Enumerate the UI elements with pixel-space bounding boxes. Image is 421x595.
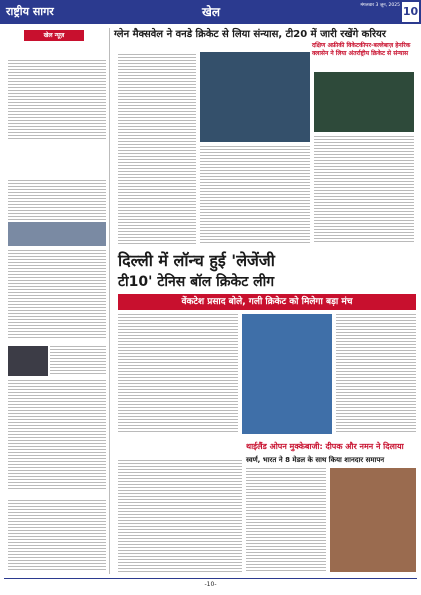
sidebar-text-1 [8, 60, 106, 140]
mid-text-2 [336, 314, 416, 434]
sidebar-image-2 [8, 346, 48, 376]
bottom-image [330, 468, 416, 572]
sidebar-text-5 [8, 380, 106, 490]
sidebar-label: खेल न्यूज़ [24, 30, 84, 41]
lead-text [118, 54, 196, 244]
sidebar-text-6 [8, 500, 106, 570]
right-headline: दक्षिण अफ्रीकी विकेटकीपर-बल्लेबाज़ हेनरिक क्लासेन ने लिया अंतर्राष्ट्रीय क्रिकेट से संन्यास [312, 42, 411, 57]
footer: -10- [4, 578, 417, 590]
bottom-headline: थाईलैंड ओपन मुक्केबाजी: दीपक और नमन ने दिलाया [246, 442, 404, 451]
lead-image [200, 52, 310, 142]
bottom-text [246, 468, 326, 572]
sidebar-text-4 [50, 346, 106, 376]
page-number: 10 [402, 2, 419, 22]
lead-text-2 [200, 146, 310, 244]
mid-text [118, 314, 238, 434]
sidebar-text-3 [8, 250, 106, 340]
mid-headline: दिल्ली में लॉन्च हुई 'लेजेंजी [118, 251, 275, 270]
bottom-headline-2: स्वर्ण, भारत ने 8 मेडल के साथ किया शानदार समापन [246, 456, 385, 464]
right-image [314, 72, 414, 132]
sidebar-image-1 [8, 222, 106, 246]
mid-image [242, 314, 332, 434]
section-title: खेल [202, 5, 220, 19]
kabaddi-head [118, 440, 242, 456]
sidebar-text-2 [8, 180, 106, 220]
mid-banner: वेंकटेश प्रसाद बोले, गली क्रिकेट को मिलेगा बड़ा मंच [118, 294, 416, 310]
kabaddi-text [118, 460, 242, 572]
right-text [314, 136, 414, 244]
brand-logo: राष्ट्रीय सागर [6, 5, 54, 18]
date: मंगलवार 3 जून, 2025 [360, 3, 400, 8]
lead-headline: ग्लेन मैक्सवेल ने वनडे क्रिकेट से लिया संन्यास, टी20 में जारी रखेंगे करियर [114, 29, 386, 40]
mid-headline-2: टी10' टेनिस बॉल क्रिकेट लीग [118, 274, 275, 290]
